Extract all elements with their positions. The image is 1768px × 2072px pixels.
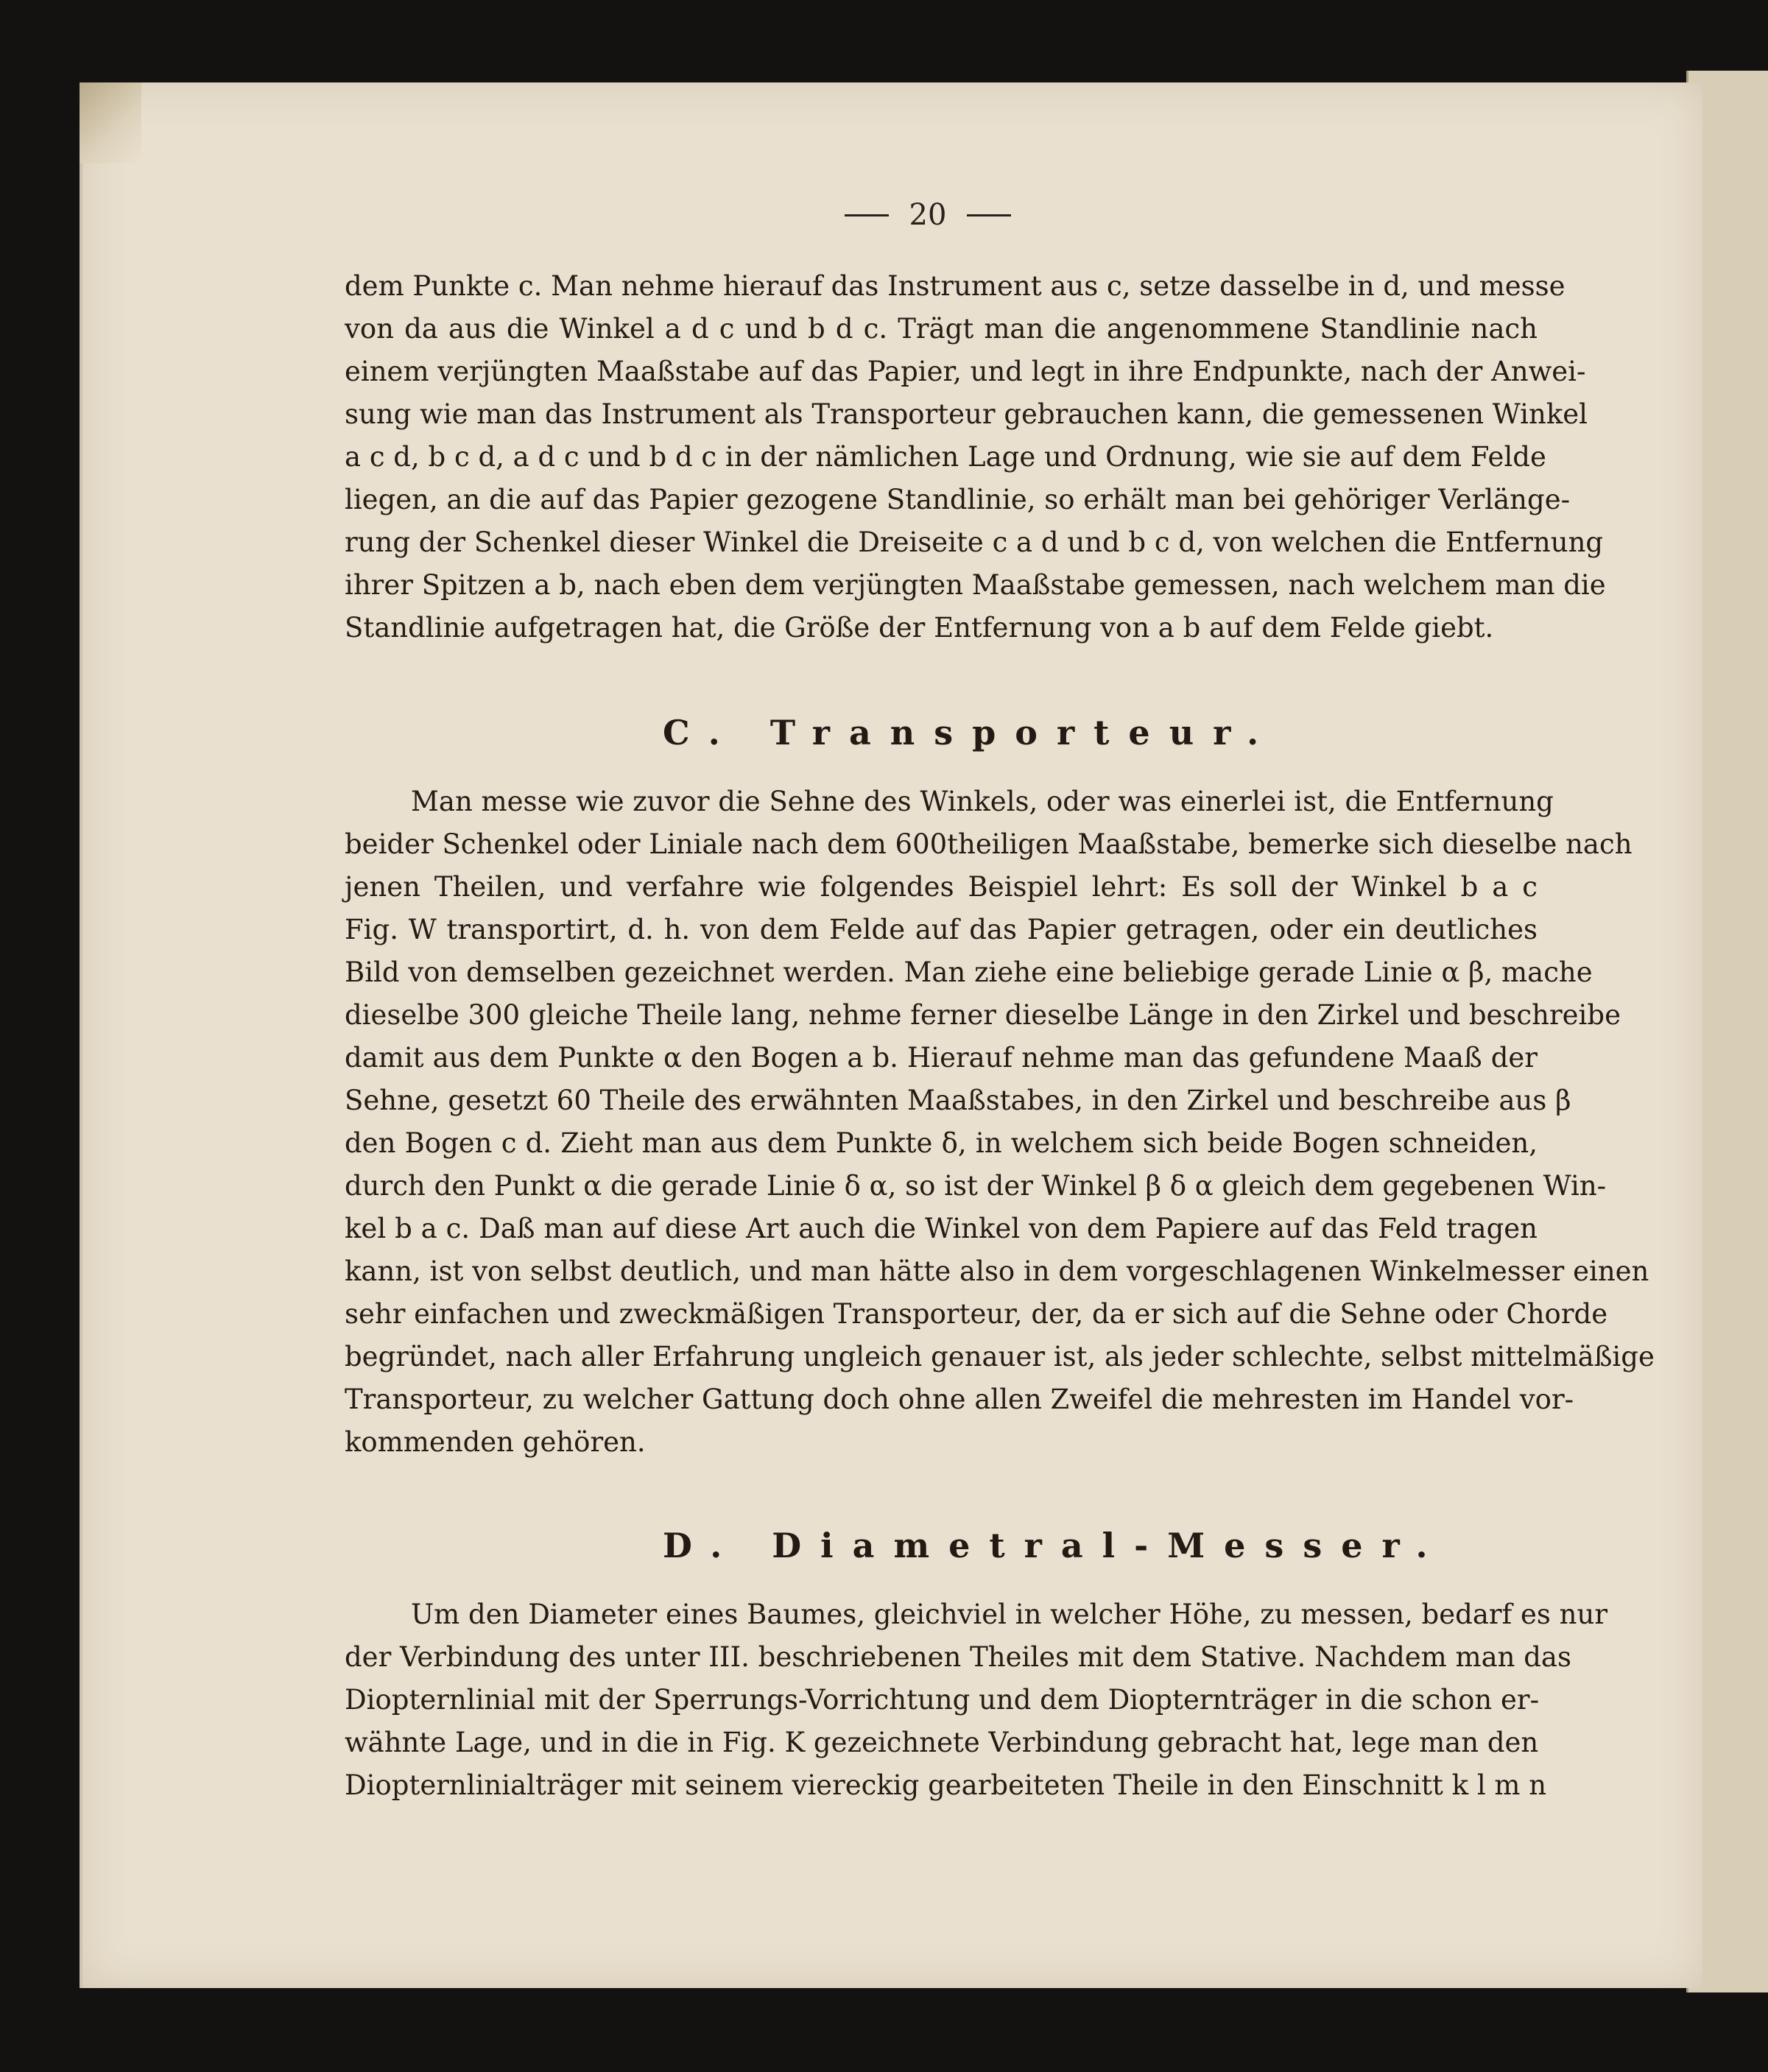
text-line: ihrer Spitzen a b, nach eben dem verjüngten Maaßstabe gemessen, nach welchem man die xyxy=(345,569,1606,601)
section-d-heading: D. Diametral-Messer. xyxy=(663,1526,1447,1565)
text-line: der Verbindung des unter III. beschriebenen Theiles mit dem Stative. Nachdem man das xyxy=(345,1641,1571,1673)
section-c-heading: C. Transporteur. xyxy=(663,713,1278,753)
section-c-body xyxy=(345,780,1655,1464)
text-line: Sehne, gesetzt 60 Theile des erwähnten Maaßstabes, in den Zirkel und beschreibe aus β xyxy=(345,1085,1571,1116)
text-line: jenen Theilen, und verfahre wie folgendes Beispiel lehrt: Es soll der Winkel b a c xyxy=(345,871,1538,903)
text-line: wähnte Lage, und in die in Fig. K gezeichnete Verbindung gebracht hat, lege man den xyxy=(345,1727,1539,1758)
text-line: Diopternlinial mit der Sperrungs-Vorrichtung und dem Diopternträger in die schon er- xyxy=(345,1684,1540,1716)
text-line: von da aus die Winkel a d c und b d c. Trägt man die angenommene Standlinie nach xyxy=(345,313,1538,345)
text-line: a c d, b c d, a d c und b d c in der nämlichen Lage und Ordnung, wie sie auf dem Felde xyxy=(345,441,1546,473)
text-line: Bild von demselben gezeichnet werden. Man ziehe eine beliebige gerade Linie α β, mache xyxy=(345,956,1593,988)
text-line: Um den Diameter eines Baumes, gleichviel in welcher Höhe, zu messen, bedarf es nur xyxy=(411,1599,1608,1630)
text-line: begründet, nach aller Erfahrung ungleich genauer ist, als jeder schlechte, selbst mittelmäßige xyxy=(345,1341,1655,1372)
text-line: einem verjüngten Maaßstabe auf das Papier, und legt in ihre Endpunkte, nach der Anwei- xyxy=(345,356,1586,387)
text-line: dem Punkte c. Man nehme hierauf das Instrument aus c, setze dasselbe in d, und messe xyxy=(345,270,1566,302)
text-line: liegen, an die auf das Papier gezogene Standlinie, so erhält man bei gehöriger Verlänge- xyxy=(345,484,1571,515)
text-line: Fig. W transportirt, d. h. von dem Felde auf das Papier getragen, oder ein deutliches xyxy=(345,914,1538,945)
left-dash xyxy=(845,214,889,216)
text-line: rung der Schenkel dieser Winkel die Dreiseite c a d und b c d, von welchen die Entfernung xyxy=(345,526,1604,558)
page-header xyxy=(810,193,1046,237)
text-line: dieselbe 300 gleiche Theile lang, nehme ferner dieselbe Länge in den Zirkel und beschreibe xyxy=(345,999,1621,1031)
text-line: durch den Punkt α die gerade Linie δ α, so ist der Winkel β δ α gleich dem gegebenen Win- xyxy=(345,1170,1607,1202)
right-dash xyxy=(967,214,1011,216)
text-line: kel b a c. Daß man auf diese Art auch die Winkel von dem Papiere auf das Feld tragen xyxy=(345,1213,1538,1244)
text-line: sehr einfachen und zweckmäßigen Transporteur, der, da er sich auf die Sehne oder Chorde xyxy=(345,1298,1608,1330)
paragraph-1 xyxy=(345,265,1606,649)
text-line: beider Schenkel oder Liniale nach dem 600theiligen Maaßstabe, bemerke sich dieselbe nach xyxy=(345,828,1633,860)
page-corner-curl xyxy=(80,82,141,163)
text-line: kommenden gehören. xyxy=(345,1426,646,1458)
text-line: Diopternlinialträger mit seinem viereckig gearbeiteten Theile in den Einschnitt k l m n xyxy=(345,1769,1547,1801)
text-line: Transporteur, zu welcher Gattung doch ohne allen Zweifel die mehresten im Handel vor- xyxy=(345,1384,1574,1415)
section-d-body xyxy=(345,1593,1608,1807)
text-line: kann, ist von selbst deutlich, und man hätte also in dem vorgeschlagenen Winkelmesser einen xyxy=(345,1255,1649,1287)
text-line: Standlinie aufgetragen hat, die Größe der Entfernung von a b auf dem Felde giebt. xyxy=(345,612,1494,644)
text-line: den Bogen c d. Zieht man aus dem Punkte δ, in welchem sich beide Bogen schneiden, xyxy=(345,1127,1538,1159)
page-number: 20 xyxy=(909,198,947,232)
text-line: sung wie man das Instrument als Transporteur gebrauchen kann, die gemessenen Winkel xyxy=(345,398,1588,430)
text-line: Man messe wie zuvor die Sehne des Winkels, oder was einerlei ist, die Entfernung xyxy=(411,786,1554,817)
text-line: damit aus dem Punkte α den Bogen a b. Hierauf nehme man das gefundene Maaß der xyxy=(345,1042,1538,1074)
